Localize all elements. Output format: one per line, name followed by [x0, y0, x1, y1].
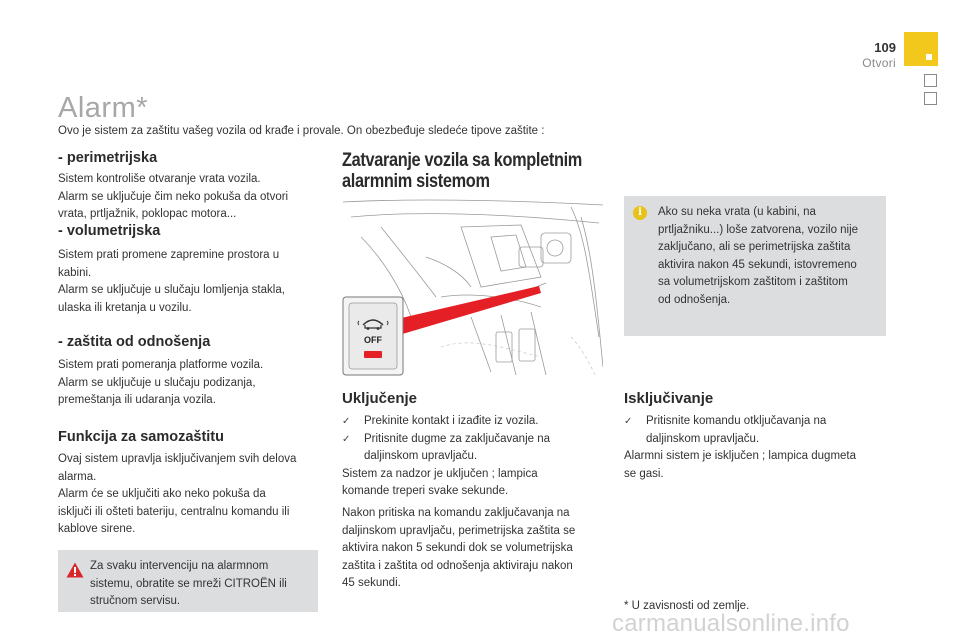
chapter-tab[interactable] — [924, 92, 937, 105]
pointer-bullet-icon: ✓ — [624, 416, 633, 427]
text-line: alarma. — [58, 470, 97, 483]
heading-line: Zatvaranje vozila sa kompletnim — [342, 150, 582, 171]
info-icon: i — [633, 206, 647, 220]
text-line: komande treperi svake sekunde. — [342, 485, 509, 497]
text-line: Prekinite kontakt i izađite iz vozila. — [364, 415, 539, 427]
off-label: OFF — [364, 335, 382, 345]
chapter-tab[interactable] — [924, 74, 937, 87]
text-line: aktivira nakon 5 sekundi dok se volumetrijska — [342, 542, 573, 554]
text-line: Alarm se uključuje u slučaju lomljenja stakla, — [58, 284, 285, 296]
heading-odnosenje: - zaštita od odnošenja — [58, 334, 211, 350]
text-samozastita — [58, 451, 328, 539]
text-line: od odnošenja. — [658, 293, 731, 306]
text-line: Ovaj sistem upravlja isključivanjem svih delova — [58, 453, 297, 465]
heading-line: alarmnim sistemom — [342, 171, 490, 192]
text-line: Alarm će se uključiti ako neko pokuša da — [58, 488, 266, 500]
warning-note — [58, 550, 318, 612]
heading-volumetrijska: - volumetrijska — [58, 223, 161, 239]
text-ukljucenje-detail — [342, 505, 607, 593]
chapter-tab-active[interactable] — [904, 32, 938, 66]
steps-ukljucenje — [342, 413, 607, 501]
watermark: carmanualsonline.info — [612, 610, 850, 637]
dashboard-illustration — [341, 197, 603, 380]
intro-text: Ovo je sistem za zaštitu vašeg vozila od krađe i provale. On obezbeđuje sledeće tipove zaštite : — [58, 125, 545, 137]
text-line: Pritisnite dugme za zaključavanje na — [364, 432, 551, 445]
text-line: sa volumetrijskom zaštitom i zaštitom — [658, 276, 848, 288]
text-line: sistemu, obratite se mreži CITROËN ili — [90, 577, 287, 590]
text-line: Sistem prati promene zapremine prostora u — [58, 249, 280, 261]
heading-perimetrijska: - perimetrijska — [58, 150, 158, 166]
text-line: zaključano, ali se perimetrijska zaštita — [658, 241, 851, 253]
text-line: stručnom servisu. — [90, 595, 181, 607]
warning-icon — [66, 562, 84, 578]
text-line: Alarm se uključuje u slučaju podizanja, — [58, 376, 256, 389]
section-name: Otvori — [862, 56, 896, 70]
text-line: Sistem kontroliše otvaranje vrata vozila. — [58, 173, 261, 185]
tab-marker-icon — [926, 54, 932, 60]
text-line: Pritisnite komandu otključavanja na — [646, 415, 827, 427]
text-line: ulaska ili kretanja u vozilu. — [58, 301, 192, 314]
text-line: Alarmni sistem je isključen ; lampica dugmeta — [624, 450, 857, 462]
text-perimetrijska — [58, 171, 328, 224]
text-volumetrijska — [58, 247, 328, 317]
text-line: 45 sekundi. — [342, 577, 401, 589]
text-line: isključi ili ošteti bateriju, centralnu komandu ili — [58, 505, 290, 518]
text-line: Nakon pritiska na komandu zaključavanja na — [342, 507, 570, 519]
footnote: * U zavisnosti od zemlje. — [624, 600, 750, 612]
list-item — [342, 431, 607, 466]
text-line: kabini. — [58, 266, 92, 279]
text-line: se gasi. — [624, 467, 664, 480]
text-line: Alarm se uključuje čim neko pokuša da otvori — [58, 190, 289, 203]
text-line: kablove sirene. — [58, 523, 136, 535]
section-heading-zatvaranje — [342, 150, 583, 192]
text-line: daljinskom upravljaču, perimetrijska zaštita se — [342, 524, 576, 537]
alarm-off-button-callout — [343, 297, 403, 375]
page-number: 109 — [874, 40, 896, 55]
pointer-bullet-icon: ✓ — [342, 416, 351, 427]
list-item — [624, 413, 886, 448]
text-line: premeštanja ili udaranja vozila. — [58, 394, 216, 406]
text-line: vrata, prtljažnik, poklopac motora... — [58, 208, 237, 220]
text-line: zaštita i zaštita od odnošenja aktiviraju nakon — [342, 559, 573, 572]
steps-iskljucivanje — [624, 413, 886, 483]
dashboard-drawing — [341, 197, 603, 380]
page-title: Alarm* — [58, 92, 149, 124]
heading-iskljucivanje: Isključivanje — [624, 390, 714, 407]
text-line: daljinskom upravljaču. — [646, 432, 760, 445]
text-line: Sistem za nadzor je uključen ; lampica — [342, 467, 538, 480]
info-note — [624, 196, 886, 336]
heading-samozastita: Funkcija za samozaštitu — [58, 429, 224, 445]
text-line: Za svaku intervenciju na alarmnom — [90, 560, 269, 572]
list-item — [342, 413, 607, 431]
text-line: daljinskom upravljaču. — [364, 450, 478, 462]
text-line: Sistem prati pomeranja platforme vozila. — [58, 359, 264, 371]
pointer-bullet-icon: ✓ — [342, 433, 351, 445]
text-line: prtljažniku...) loše zatvorena, vozilo nije — [658, 223, 859, 236]
text-odnosenje — [58, 357, 328, 410]
heading-ukljucenje: Uključenje — [342, 390, 418, 407]
text-line: aktivira nakon 45 sekundi, istovremeno — [658, 258, 857, 271]
text-line: Ako su neka vrata (u kabini, na — [658, 206, 816, 218]
